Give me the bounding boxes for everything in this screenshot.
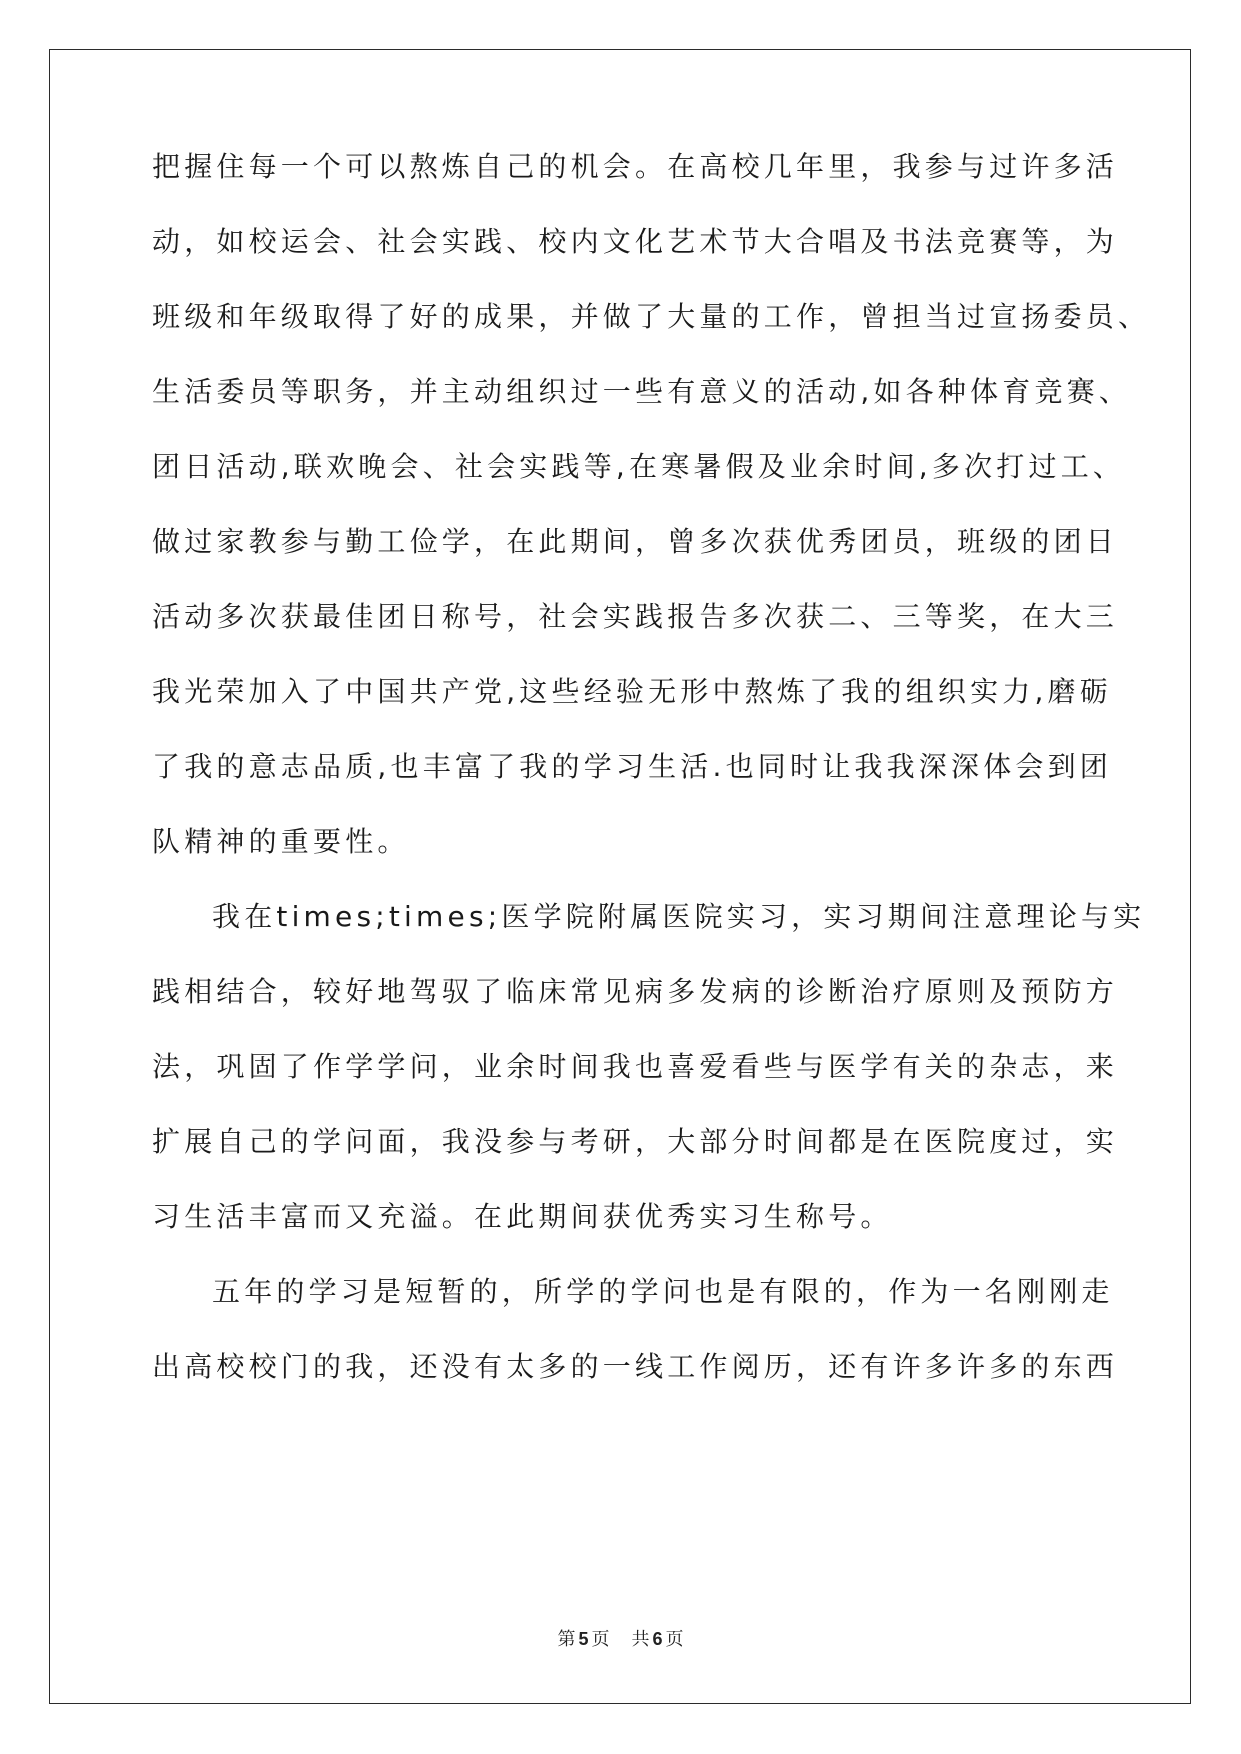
page-suffix: 页 bbox=[591, 1629, 610, 1650]
text-line: 扩展自己的学问面，我没参与考研，大部分时间都是在医院度过，实 bbox=[152, 1125, 1119, 1158]
paragraph-first-line: 我在times;times;医学院附属医院实习，实习期间注意理论与实 bbox=[212, 900, 1146, 933]
page-prefix: 第 bbox=[557, 1629, 576, 1650]
text-line: 法，巩固了作学学问，业余时间我也喜爱看些与医学有关的杂志，来 bbox=[152, 1050, 1119, 1083]
text-line: 班级和年级取得了好的成果，并做了大量的工作，曾担当过宣扬委员、 bbox=[152, 300, 1151, 333]
text-line: 队精神的重要性。 bbox=[152, 825, 410, 858]
paragraph-first-line: 五年的学习是短暂的，所学的学问也是有限的，作为一名刚刚走 bbox=[212, 1275, 1114, 1308]
text-line: 了我的意志品质,也丰富了我的学习生活.也同时让我我深深体会到团 bbox=[152, 750, 1113, 783]
page-current: 5 bbox=[578, 1629, 589, 1649]
text-line: 做过家教参与勤工俭学，在此期间，曾多次获优秀团员，班级的团日 bbox=[152, 525, 1119, 558]
text-line: 动，如校运会、社会实践、校内文化艺术节大合唱及书法竞赛等，为 bbox=[152, 225, 1119, 258]
total-suffix: 页 bbox=[665, 1629, 684, 1650]
text-line: 出高校校门的我，还没有太多的一线工作阅历，还有许多许多的东西 bbox=[152, 1350, 1119, 1383]
text-line: 践相结合，较好地驾驭了临床常见病多发病的诊断治疗原则及预防方 bbox=[152, 975, 1119, 1008]
page-footer bbox=[0, 1627, 1241, 1652]
text-line: 把握住每一个可以熬炼自己的机会。在高校几年里，我参与过许多活 bbox=[152, 150, 1119, 183]
text-line: 习生活丰富而又充溢。在此期间获优秀实习生称号。 bbox=[152, 1200, 893, 1233]
page-total: 6 bbox=[652, 1629, 663, 1649]
text-line: 生活委员等职务，并主动组织过一些有意义的活动,如各种体育竞赛、 bbox=[152, 375, 1132, 408]
text-line: 活动多次获最佳团日称号，社会实践报告多次获二、三等奖，在大三 bbox=[152, 600, 1119, 633]
total-prefix: 共 bbox=[631, 1629, 650, 1650]
text-line: 团日活动,联欢晚会、社会实践等,在寒暑假及业余时间,多次打过工、 bbox=[152, 450, 1126, 483]
text-line: 我光荣加入了中国共产党,这些经验无形中熬炼了我的组织实力,磨砺 bbox=[152, 675, 1113, 708]
